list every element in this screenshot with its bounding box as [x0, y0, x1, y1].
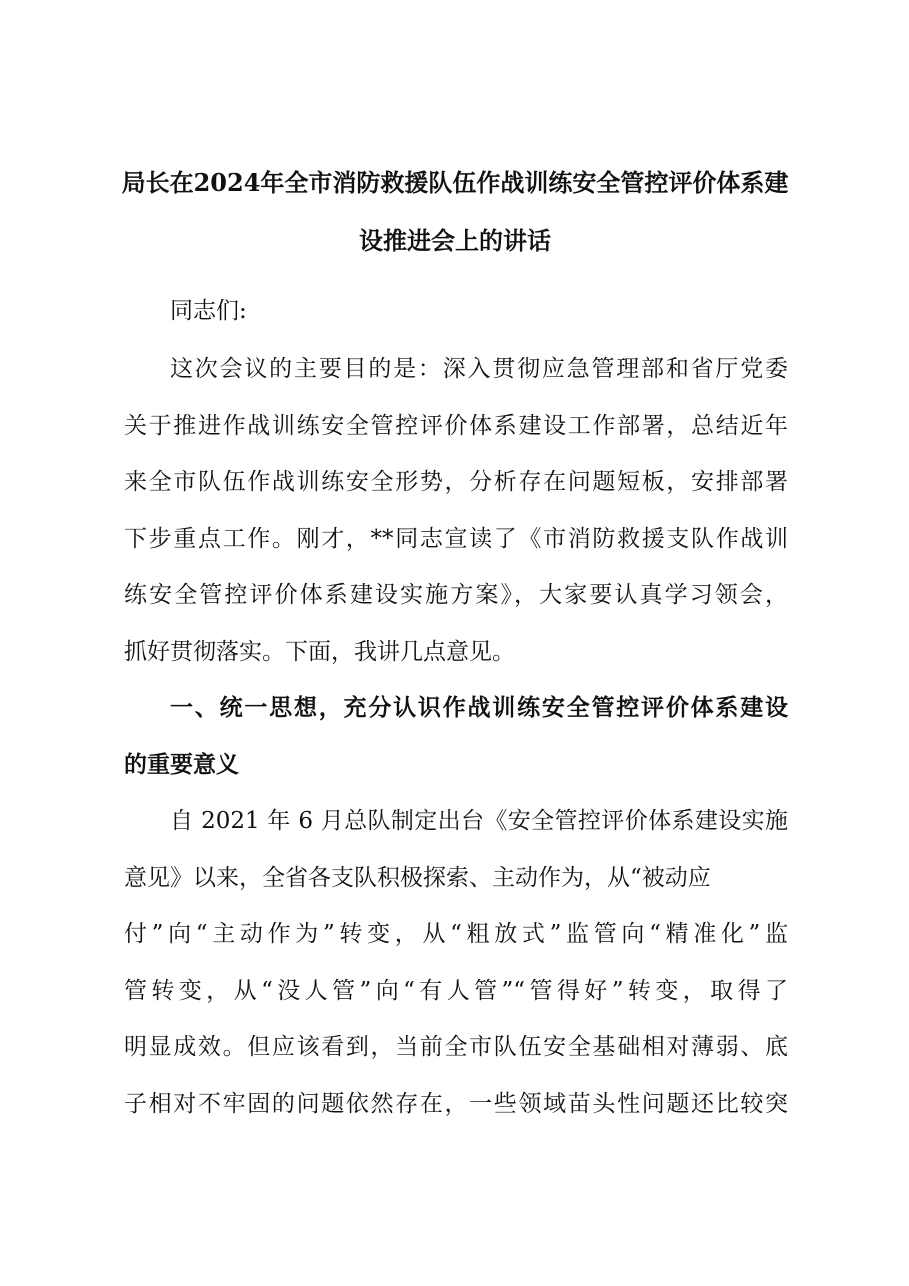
paragraph-2-line: 付”向“主动作为”转变，从“粗放式”监管向“精准化”监 — [124, 921, 788, 947]
section-heading-1: 一、统一思想，充分认识作战训练安全管控评价体系建设 — [170, 695, 788, 721]
paragraph-2-line: 管转变，从“没人管”向“有人管”“管得好”转变，取得了 — [124, 978, 788, 1004]
section-heading-1-cont: 的重要意义 — [124, 752, 239, 778]
paragraph-1-line: 练安全管控评价体系建设实施方案》，大家要认真学习领会， — [124, 582, 788, 608]
paragraph-2-line: 意见》以来，全省各支队积极探索、主动作为，从“被动应 — [124, 865, 711, 891]
document-title-line-1: 局长在2024年全市消防救援队伍作战训练安全管控评价体系建 — [121, 168, 789, 197]
paragraph-2-line: 明显成效。但应该看到，当前全市队伍安全基础相对薄弱、底 — [124, 1034, 788, 1060]
salutation: 同志们: — [170, 298, 247, 324]
document-title-line-2: 设推进会上的讲话 — [359, 226, 551, 255]
paragraph-2-line: 子相对不牢固的问题依然存在，一些领域苗头性问题还比较突 — [124, 1091, 788, 1117]
paragraph-1-line: 关于推进作战训练安全管控评价体系建设工作部署，总结近年 — [124, 413, 788, 439]
paragraph-1-line: 下步重点工作。刚才，**同志宣读了《市消防救援支队作战训 — [124, 526, 788, 552]
paragraph-1-line: 来全市队伍作战训练安全形势，分析存在问题短板，安排部署 — [124, 469, 788, 495]
paragraph-2-line: 自 2021 年 6 月总队制定出台《安全管控评价体系建设实施 — [170, 808, 788, 834]
paragraph-1-line: 抓好贯彻落实。下面，我讲几点意见。 — [124, 639, 515, 665]
paragraph-1-line: 这次会议的主要目的是：深入贯彻应急管理部和省厅党委 — [170, 356, 788, 382]
